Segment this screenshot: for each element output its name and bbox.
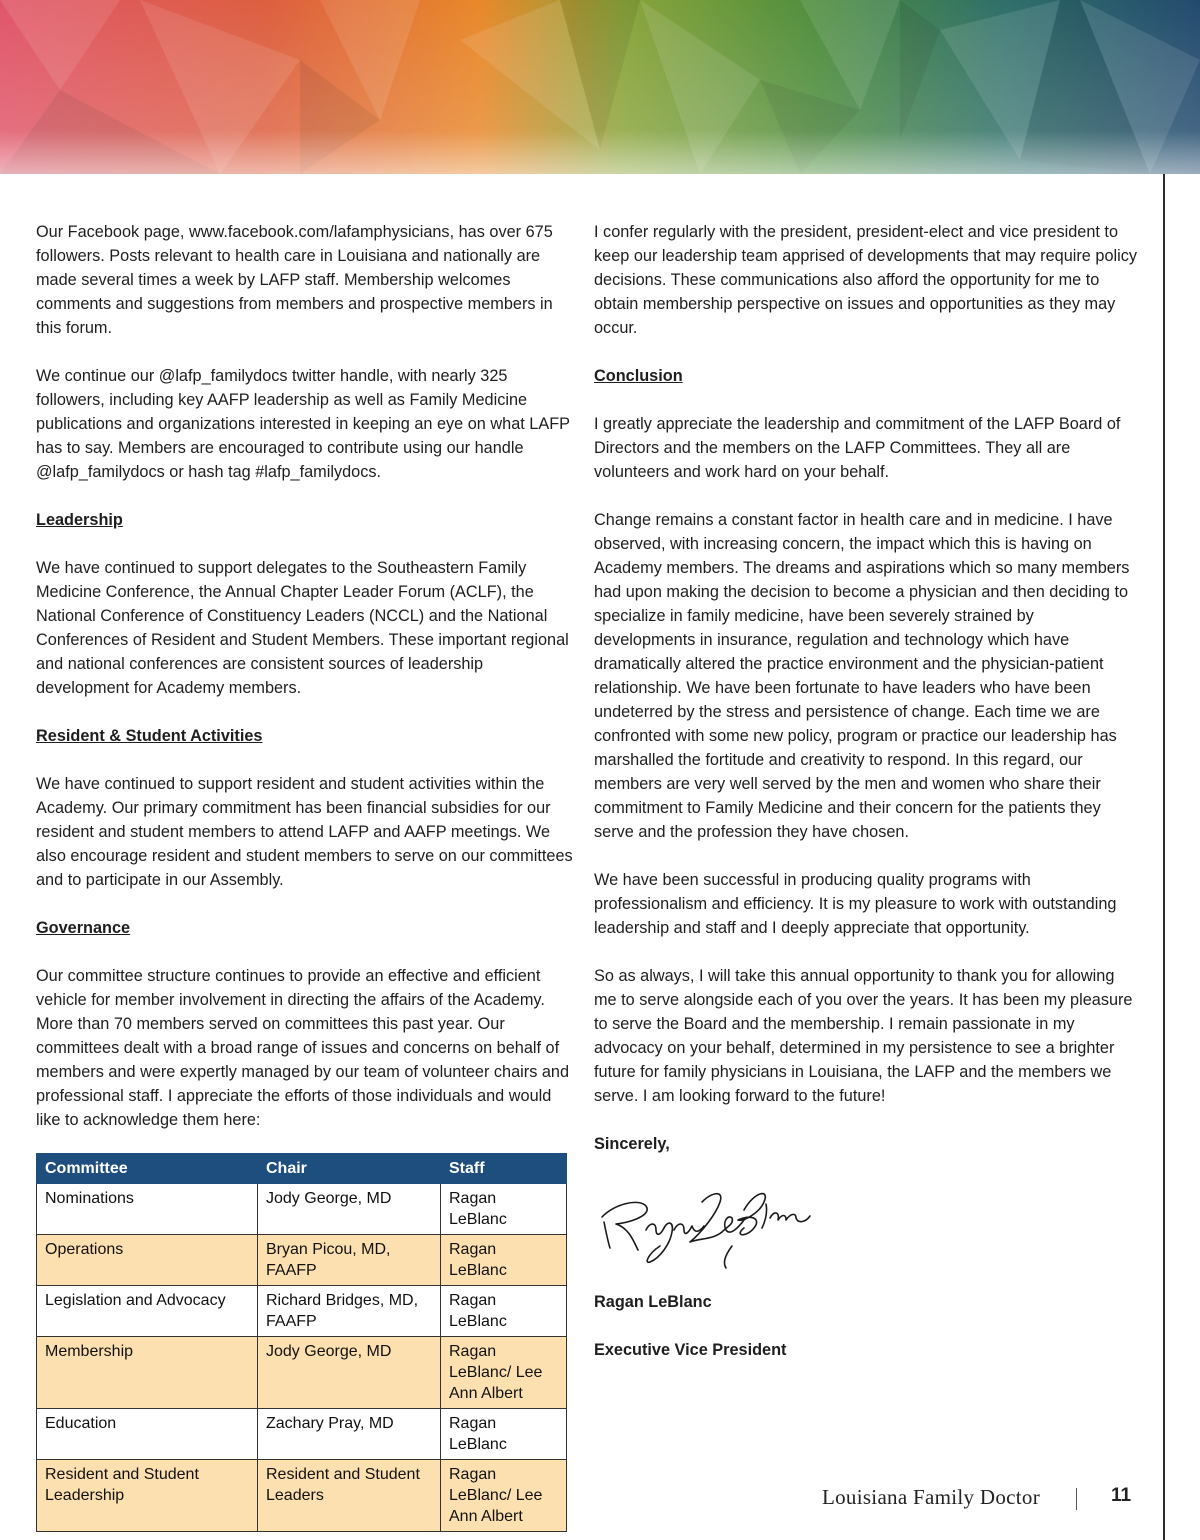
change-paragraph: Change remains a constant factor in health care and in medicine. I have observed, with increasing concern, the impact which this is having on Academy members. The dreams and aspirations which so many members had upon making the decision to become a physician and then deciding to specialize in family medicine, have been severely strained by developments in insurance, regulation and technology which have dramatically altered the practice environment and the physician-patient relationship. We have been fortunate to have leaders who have been undeterred by the stress and persistence of change. Each time we are confronted with some new policy, program or practice our leadership has marshalled the fortitude and creativity to respond. In this regard, our members are very well served by the men and women who share their commitment to Family Medicine and their concern for the patients they serve and the profession they have chosen. (594, 511, 1130, 841)
governance-heading: Governance (36, 919, 131, 937)
conclusion-heading: Conclusion (594, 367, 683, 385)
chair-cell: Zachary Pray, MD (258, 1409, 441, 1460)
header-chair: Chair (258, 1154, 441, 1184)
signature-icon (594, 1162, 814, 1272)
committee-cell: Resident and Student Leadership (37, 1460, 258, 1532)
chair-cell: Jody George, MD (258, 1337, 441, 1409)
left-column (36, 220, 576, 1532)
signature-area (594, 1162, 1139, 1282)
resident-student-paragraph: We have continued to support resident and student activities within the Academy. Our primary commitment has been financial subsidies for our resident and student members to attend LAFP and AAFP meetings. We also encourage resident and student members to serve on our committees and to participate in our Assembly. (36, 775, 573, 889)
right-column (594, 220, 1139, 1386)
leadership-paragraph: We have continued to support delegates to the Southeastern Family Medicine Conference, the Annual Chapter Leader Forum (ACLF), the National Conference of Constituency Leaders (NCCL) and the National Conferences of Resident and Student Members. These important regional and national conferences are consistent sources of leadership development for Academy members. (36, 559, 569, 697)
committee-cell: Membership (37, 1337, 258, 1409)
table-row (37, 1337, 567, 1409)
committee-cell: Education (37, 1409, 258, 1460)
staff-cell: Ragan LeBlanc/ Lee Ann Albert (441, 1337, 567, 1409)
leadership-heading: Leadership (36, 511, 123, 529)
table-row (37, 1460, 567, 1532)
resident-student-heading: Resident & Student Activities (36, 727, 263, 745)
chair-cell: Jody George, MD (258, 1184, 441, 1235)
staff-cell: Ragan LeBlanc (441, 1409, 567, 1460)
chair-cell: Resident and Student Leaders (258, 1460, 441, 1532)
publication-title: Louisiana Family Doctor (821, 1485, 1040, 1509)
confer-paragraph: I confer regularly with the president, president-elect and vice president to keep our leadership team apprised of developments that may require policy decisions. These communications also afford the opportunity for me to obtain membership perspective on issues and opportunities as they may occur. (594, 223, 1138, 337)
twitter-paragraph: We continue our @lafp_familydocs twitter handle, with nearly 325 followers, including key AAFP leadership as well as Family Medicine publications and organizations interested in keeping an eye on what LAFP has to say. Members are encouraged to contribute using our handle @lafp_familydocs or hash tag #lafp_familydocs. (36, 367, 570, 481)
signer-name: Ragan LeBlanc (594, 1293, 712, 1311)
committee-cell: Legislation and Advocacy (37, 1286, 258, 1337)
success-paragraph: We have been successful in producing quality programs with professionalism and efficiency. It is my pleasure to work with outstanding leadership and staff and I deeply appreciate that opportunity. (594, 871, 1117, 937)
table-header-row (37, 1154, 567, 1184)
thanks-paragraph: So as always, I will take this annual opportunity to thank you for allowing me to serve alongside each of you over the years. It has been my pleasure to serve the Board and the membership. I remain passionate in my advocacy on your behalf, determined in my persistence to see a brighter future for family physicians in Louisiana, the LAFP and the members we serve. I am looking forward to the future! (594, 967, 1133, 1105)
header-banner (0, 0, 1200, 174)
appreciation-paragraph: I greatly appreciate the leadership and commitment of the LAFP Board of Directors and the members on the LAFP Committees. They all are volunteers and work hard on your behalf. (594, 415, 1121, 481)
table-row (37, 1286, 567, 1337)
closing-salutation: Sincerely, (594, 1135, 670, 1153)
staff-cell: Ragan LeBlanc (441, 1235, 567, 1286)
footer-divider (1076, 1488, 1077, 1510)
committee-cell: Nominations (37, 1184, 258, 1235)
governance-paragraph: Our committee structure continues to provide an effective and efficient vehicle for member involvement in directing the affairs of the Academy. More than 70 members served on committees this past year. Our committees dealt with a broad range of issues and concerns on behalf of members and were expertly managed by our team of volunteer chairs and professional staff. I appreciate the efforts of those individuals and would like to acknowledge them here: (36, 967, 570, 1129)
facebook-paragraph: Our Facebook page, www.facebook.com/lafamphysicians, has over 675 followers. Posts relevant to health care in Louisiana and nationally are made several times a week by LAFP staff. Membership welcomes comments and suggestions from members and prospective members in this forum. (36, 223, 553, 337)
page-edge-rule (1163, 174, 1165, 1540)
table-row (37, 1235, 567, 1286)
chair-cell: Bryan Picou, MD, FAAFP (258, 1235, 441, 1286)
header-staff: Staff (441, 1154, 567, 1184)
table-row (37, 1184, 567, 1235)
signer-title: Executive Vice President (594, 1341, 787, 1359)
staff-cell: Ragan LeBlanc (441, 1286, 567, 1337)
header-committee: Committee (37, 1154, 258, 1184)
page-number: 11 (1111, 1485, 1132, 1506)
table-row (37, 1409, 567, 1460)
staff-cell: Ragan LeBlanc (441, 1184, 567, 1235)
committee-cell: Operations (37, 1235, 258, 1286)
chair-cell: Richard Bridges, MD, FAAFP (258, 1286, 441, 1337)
staff-cell: Ragan LeBlanc/ Lee Ann Albert (441, 1460, 567, 1532)
committee-table (36, 1153, 567, 1532)
